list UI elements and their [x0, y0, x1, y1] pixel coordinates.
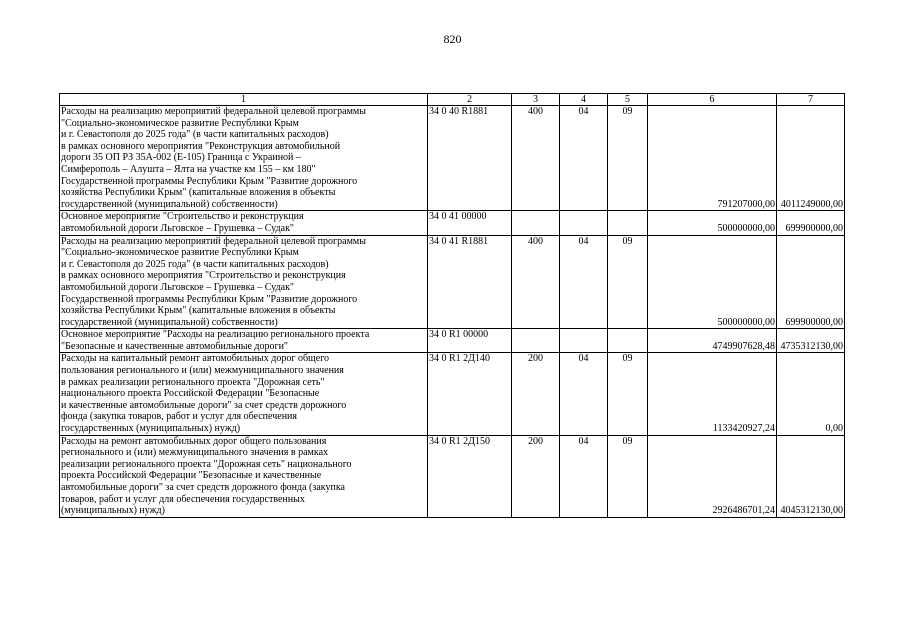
row-section: 04: [560, 235, 608, 329]
description-line: "Социально-экономическое развитие Республики Крым: [61, 247, 299, 259]
budget-table: [59, 93, 845, 518]
row-amount-col-7: 699900000,00: [777, 235, 845, 329]
table-row: [60, 329, 845, 353]
description-line: и г. Севастополя до 2025 года" (в части капитальных расходов): [61, 258, 329, 270]
description-line: Государственной программы Республики Крым "Развитие дорожного: [61, 293, 358, 305]
row-expense-type: 400: [512, 235, 560, 329]
header-col-6: 6: [648, 94, 777, 106]
description-line: "Социально-экономическое развитие Республики Крым: [61, 117, 299, 129]
header-col-5: 5: [608, 94, 648, 106]
description-line: автомобильной дороги Льговское – Грушевка – Судак": [61, 281, 295, 293]
description-line: национального проекта Российской Федерации "Безопасные: [61, 388, 320, 400]
description-line: государственных (муниципальных) нужд): [61, 423, 241, 435]
description-line: Основное мероприятие "Строительство и реконструкция: [61, 211, 304, 223]
description-line: в рамках реализации регионального проекта "Дорожная сеть": [61, 376, 325, 388]
row-target-code: 34 0 R1 2Д150: [428, 435, 512, 517]
row-amount-col-6: 791207000,00: [648, 106, 777, 211]
row-subsection: [608, 329, 648, 353]
description-line: хозяйства Республики Крым" (капитальные вложения в объекты: [61, 305, 336, 317]
row-description: [60, 235, 428, 329]
description-line: Расходы на ремонт автомобильных дорог общего пользования: [61, 435, 327, 447]
row-subsection: 09: [608, 353, 648, 435]
description-line: проекта Российской Федерации "Безопасные и качественные: [61, 470, 322, 482]
header-col-4: 4: [560, 94, 608, 106]
row-description: [60, 106, 428, 211]
description-line: Основное мероприятие "Расходы на реализацию регионального проекта: [61, 329, 370, 341]
description-line: хозяйства Республики Крым" (капитальные вложения в объекты: [61, 187, 336, 199]
row-amount-col-6: 500000000,00: [648, 211, 777, 235]
description-line: автомобильной дороги Льговское – Грушевка – Судак": [61, 222, 295, 234]
row-expense-type: 200: [512, 353, 560, 435]
row-description: [60, 435, 428, 517]
row-expense-type: [512, 329, 560, 353]
header-col-3: 3: [512, 94, 560, 106]
description-line: в рамках основного мероприятия "Реконструкция автомобильной: [61, 140, 341, 152]
row-expense-type: 400: [512, 106, 560, 211]
description-line: в рамках основного мероприятия "Строительство и реконструкция: [61, 270, 346, 282]
row-section: [560, 329, 608, 353]
description-line: товаров, работ и услуг для обеспечения государственных: [61, 493, 305, 505]
description-line: автомобильные дороги" за счет средств дорожного фонда (закупка: [61, 482, 345, 493]
row-section: 04: [560, 106, 608, 211]
row-amount-col-6: 1133420927,24: [648, 353, 777, 435]
row-target-code: 34 0 41 R1881: [428, 235, 512, 329]
description-line: регионального и (или) межмуниципального значения в рамках: [61, 447, 329, 459]
description-line: реализации регионального проекта "Дорожная сеть" национального: [61, 458, 352, 470]
table-row: [60, 353, 845, 435]
row-subsection: [608, 211, 648, 235]
row-expense-type: [512, 211, 560, 235]
table-row: [60, 435, 845, 517]
description-line: Расходы на капитальный ремонт автомобильных дорог общего: [61, 353, 330, 365]
row-description: [60, 329, 428, 353]
row-description: [60, 211, 428, 235]
table-body: [60, 94, 845, 518]
row-description: [60, 353, 428, 435]
table-header-row: [60, 94, 845, 106]
description-line: Симферополь – Алушта – Ялта на участке км 155 – км 180": [61, 163, 316, 175]
row-amount-col-7: 4011249000,00: [777, 106, 845, 211]
description-line: фонда (закупка товаров, работ и услуг для обеспечения: [61, 411, 297, 423]
row-section: 04: [560, 435, 608, 517]
row-subsection: 09: [608, 106, 648, 211]
description-line: Государственной программы Республики Крым "Развитие дорожного: [61, 175, 358, 187]
row-amount-col-6: 4749907628,48: [648, 329, 777, 353]
header-col-7: 7: [777, 94, 845, 106]
row-section: [560, 211, 608, 235]
page-number: 820: [443, 32, 462, 46]
row-target-code: 34 0 40 R1881: [428, 106, 512, 211]
row-target-code: 34 0 R1 00000: [428, 329, 512, 353]
row-expense-type: 200: [512, 435, 560, 517]
row-amount-col-6: 500000000,00: [648, 235, 777, 329]
description-line: (муниципальных) нужд): [61, 505, 165, 517]
row-amount-col-6: 2926486701,24: [648, 435, 777, 517]
table-row: [60, 106, 845, 211]
description-line: "Безопасные и качественные автомобильные дороги": [61, 340, 289, 352]
row-subsection: 09: [608, 435, 648, 517]
row-section: 04: [560, 353, 608, 435]
row-amount-col-7: 4045312130,00: [777, 435, 845, 517]
description-line: пользования регионального и (или) межмуниципального значения: [61, 365, 344, 377]
row-amount-col-7: 0,00: [777, 353, 845, 435]
description-line: Расходы на реализацию мероприятий федеральной целевой программы: [61, 106, 366, 117]
description-line: дороги 35 ОП РЗ 35А-002 (Е-105) Граница с Украиной –: [61, 152, 301, 164]
header-col-1: 1: [60, 94, 428, 106]
row-amount-col-7: 699900000,00: [777, 211, 845, 235]
description-line: Расходы на реализацию мероприятий федеральной целевой программы: [61, 235, 366, 247]
row-subsection: 09: [608, 235, 648, 329]
description-line: государственной (муниципальной) собственности): [61, 198, 278, 210]
row-target-code: 34 0 41 00000: [428, 211, 512, 235]
description-line: и качественные автомобильные дороги" за счет средств дорожного: [61, 399, 347, 411]
table-row: [60, 211, 845, 235]
row-target-code: 34 0 R1 2Д140: [428, 353, 512, 435]
description-line: и г. Севастополя до 2025 года" (в части капитальных расходов): [61, 129, 329, 141]
description-line: государственной (муниципальной) собственности): [61, 316, 278, 328]
row-amount-col-7: 4735312130,00: [777, 329, 845, 353]
header-col-2: 2: [428, 94, 512, 106]
table-row: [60, 235, 845, 329]
